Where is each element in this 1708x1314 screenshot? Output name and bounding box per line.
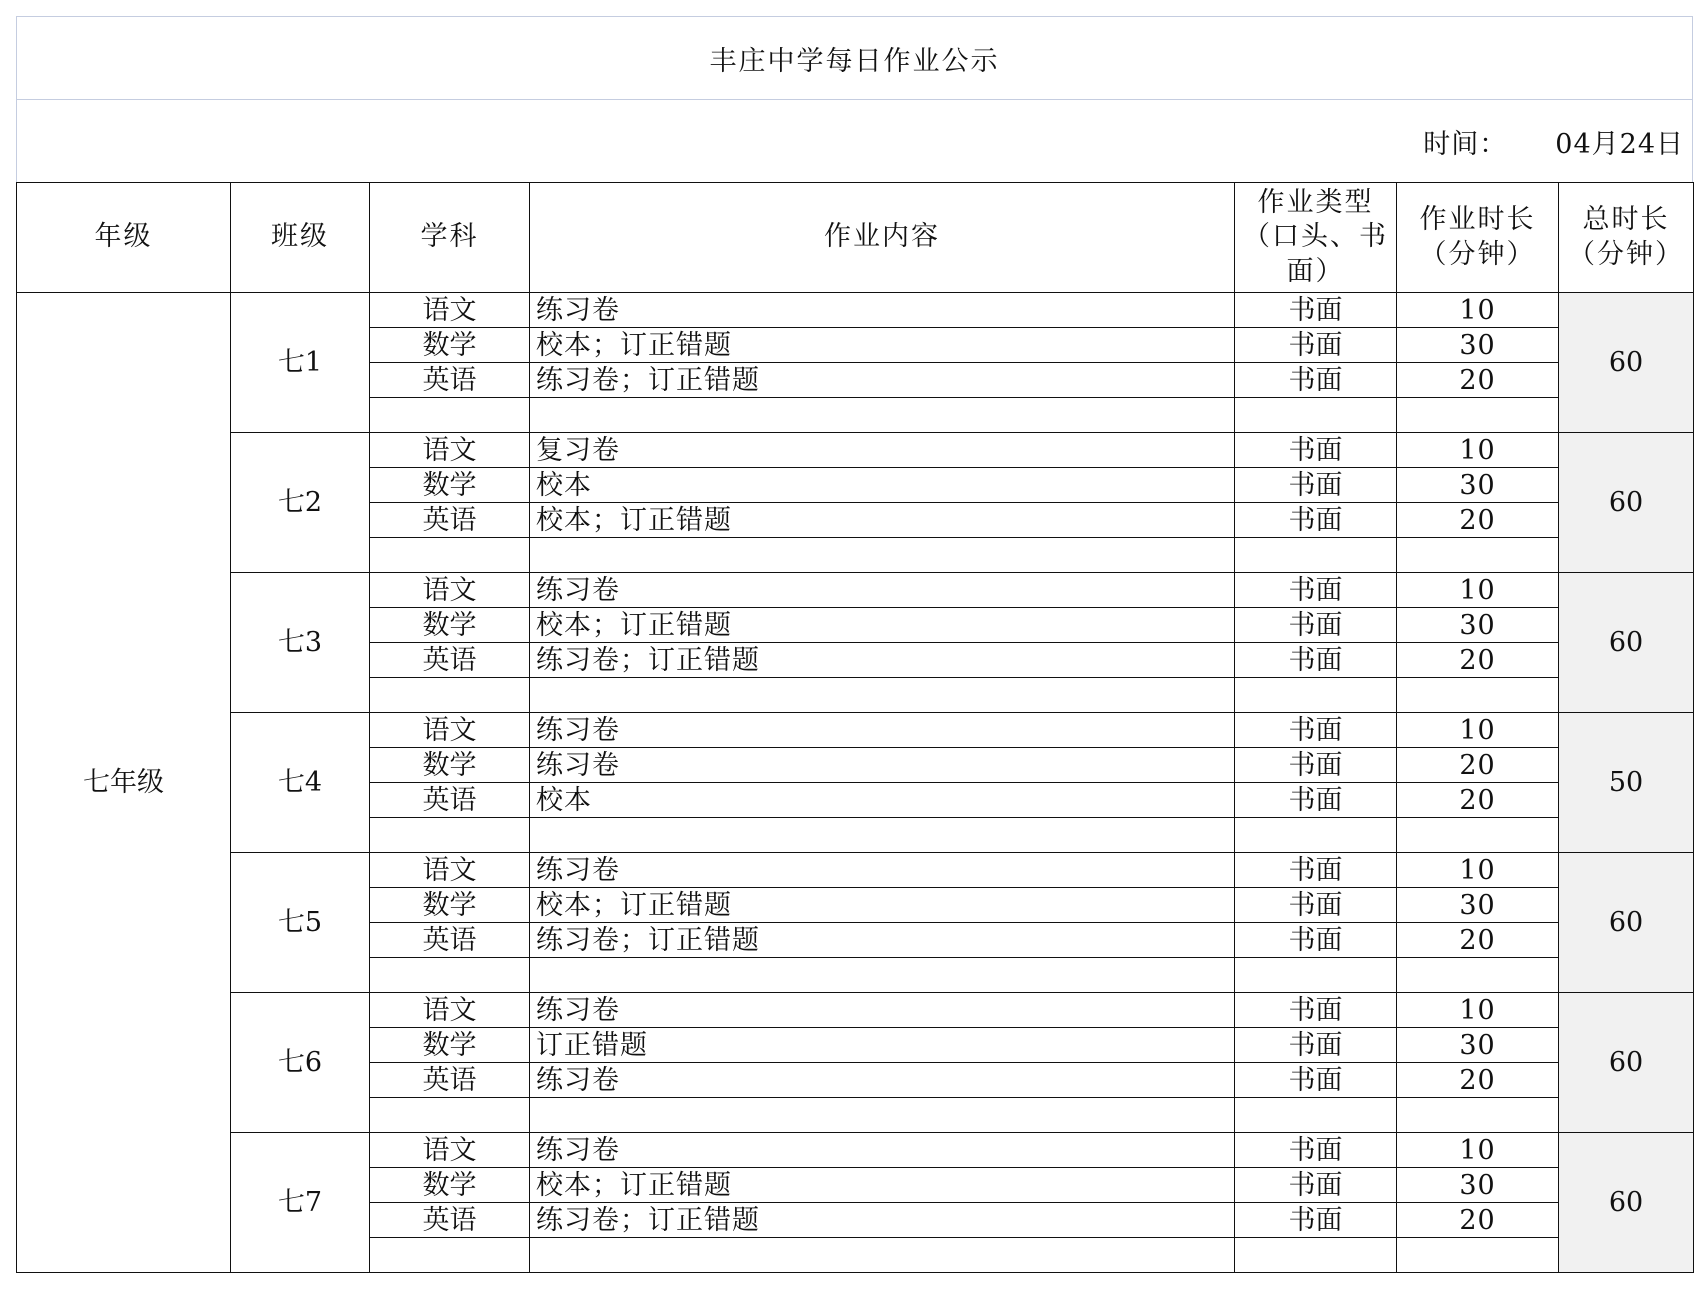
duration-cell[interactable]: 10 bbox=[1397, 293, 1559, 328]
header-class[interactable]: 班级 bbox=[231, 183, 370, 293]
type-cell[interactable]: 书面 bbox=[1235, 433, 1397, 468]
content-cell[interactable]: 校本；订正错题 bbox=[530, 888, 1235, 923]
subject-cell[interactable] bbox=[370, 538, 530, 573]
subject-cell[interactable]: 数学 bbox=[370, 328, 530, 363]
subject-cell[interactable]: 数学 bbox=[370, 1168, 530, 1203]
header-total[interactable]: 总时长（分钟） bbox=[1559, 183, 1694, 293]
duration-cell[interactable]: 20 bbox=[1397, 503, 1559, 538]
subject-cell[interactable]: 英语 bbox=[370, 1063, 530, 1098]
type-cell[interactable]: 书面 bbox=[1235, 748, 1397, 783]
subject-cell[interactable] bbox=[370, 958, 530, 993]
type-cell[interactable]: 书面 bbox=[1235, 468, 1397, 503]
duration-cell[interactable]: 20 bbox=[1397, 1063, 1559, 1098]
duration-cell[interactable]: 30 bbox=[1397, 468, 1559, 503]
duration-cell[interactable]: 30 bbox=[1397, 888, 1559, 923]
table-row bbox=[17, 433, 1694, 468]
subject-cell[interactable]: 数学 bbox=[370, 468, 530, 503]
content-cell[interactable] bbox=[530, 398, 1235, 433]
subject-cell[interactable]: 英语 bbox=[370, 783, 530, 818]
content-cell[interactable]: 校本；订正错题 bbox=[530, 328, 1235, 363]
duration-cell[interactable]: 10 bbox=[1397, 573, 1559, 608]
subject-cell[interactable]: 语文 bbox=[370, 1133, 530, 1168]
table-row bbox=[17, 573, 1694, 608]
homework-sheet bbox=[16, 16, 1693, 1273]
type-cell[interactable] bbox=[1235, 1238, 1397, 1273]
homework-table bbox=[16, 182, 1694, 1273]
content-cell[interactable] bbox=[530, 958, 1235, 993]
class-cell[interactable]: 七7 bbox=[231, 1133, 370, 1273]
date-cell[interactable] bbox=[16, 99, 1693, 182]
table-row bbox=[17, 1133, 1694, 1168]
duration-cell[interactable] bbox=[1397, 678, 1559, 713]
type-cell[interactable]: 书面 bbox=[1235, 503, 1397, 538]
content-cell[interactable]: 练习卷；订正错题 bbox=[530, 1203, 1235, 1238]
type-cell[interactable]: 书面 bbox=[1235, 328, 1397, 363]
duration-cell[interactable]: 10 bbox=[1397, 1133, 1559, 1168]
content-cell[interactable]: 校本；订正错题 bbox=[530, 1168, 1235, 1203]
subject-cell[interactable] bbox=[370, 1238, 530, 1273]
type-cell[interactable]: 书面 bbox=[1235, 993, 1397, 1028]
content-cell[interactable]: 练习卷 bbox=[530, 1063, 1235, 1098]
subject-cell[interactable] bbox=[370, 1098, 530, 1133]
type-cell[interactable]: 书面 bbox=[1235, 1203, 1397, 1238]
header-row bbox=[17, 183, 1694, 293]
type-cell[interactable] bbox=[1235, 678, 1397, 713]
content-cell[interactable]: 校本 bbox=[530, 468, 1235, 503]
subject-cell[interactable]: 语文 bbox=[370, 433, 530, 468]
total-cell[interactable]: 60 bbox=[1559, 853, 1694, 993]
class-cell[interactable]: 七4 bbox=[231, 713, 370, 853]
title-cell[interactable] bbox=[16, 16, 1693, 99]
content-cell[interactable]: 复习卷 bbox=[530, 433, 1235, 468]
content-cell[interactable]: 练习卷 bbox=[530, 713, 1235, 748]
content-cell[interactable]: 练习卷 bbox=[530, 573, 1235, 608]
type-cell[interactable]: 书面 bbox=[1235, 713, 1397, 748]
table-body bbox=[17, 293, 1694, 1273]
page-title: 丰庄中学每日作业公示 bbox=[709, 45, 1000, 77]
subject-cell[interactable] bbox=[370, 818, 530, 853]
content-cell[interactable]: 校本；订正错题 bbox=[530, 608, 1235, 643]
duration-cell[interactable] bbox=[1397, 818, 1559, 853]
subject-cell[interactable]: 语文 bbox=[370, 713, 530, 748]
type-cell[interactable]: 书面 bbox=[1235, 1168, 1397, 1203]
duration-cell[interactable]: 30 bbox=[1397, 608, 1559, 643]
grade-cell[interactable]: 七年级 bbox=[17, 293, 231, 1273]
duration-cell[interactable] bbox=[1397, 1098, 1559, 1133]
type-cell[interactable]: 书面 bbox=[1235, 363, 1397, 398]
total-cell[interactable]: 60 bbox=[1559, 573, 1694, 713]
header-content[interactable]: 作业内容 bbox=[530, 183, 1235, 293]
class-cell[interactable]: 七2 bbox=[231, 433, 370, 573]
type-cell[interactable]: 书面 bbox=[1235, 573, 1397, 608]
subject-cell[interactable]: 英语 bbox=[370, 363, 530, 398]
subject-cell[interactable]: 语文 bbox=[370, 293, 530, 328]
subject-cell[interactable]: 数学 bbox=[370, 608, 530, 643]
content-cell[interactable]: 练习卷 bbox=[530, 1133, 1235, 1168]
subject-cell[interactable]: 数学 bbox=[370, 1028, 530, 1063]
subject-cell[interactable] bbox=[370, 398, 530, 433]
content-cell[interactable]: 练习卷 bbox=[530, 748, 1235, 783]
duration-cell[interactable]: 20 bbox=[1397, 748, 1559, 783]
duration-cell[interactable]: 30 bbox=[1397, 328, 1559, 363]
duration-cell[interactable]: 30 bbox=[1397, 1168, 1559, 1203]
duration-cell[interactable]: 10 bbox=[1397, 433, 1559, 468]
duration-cell[interactable]: 20 bbox=[1397, 923, 1559, 958]
duration-cell[interactable] bbox=[1397, 398, 1559, 433]
content-cell[interactable]: 练习卷；订正错题 bbox=[530, 923, 1235, 958]
table-row bbox=[17, 993, 1694, 1028]
total-cell[interactable]: 60 bbox=[1559, 293, 1694, 433]
class-cell[interactable]: 七1 bbox=[231, 293, 370, 433]
table-row bbox=[17, 713, 1694, 748]
duration-cell[interactable] bbox=[1397, 1238, 1559, 1273]
content-cell[interactable]: 练习卷；订正错题 bbox=[530, 363, 1235, 398]
type-cell[interactable] bbox=[1235, 818, 1397, 853]
type-cell[interactable]: 书面 bbox=[1235, 853, 1397, 888]
total-cell[interactable]: 60 bbox=[1559, 433, 1694, 573]
type-cell[interactable] bbox=[1235, 538, 1397, 573]
class-cell[interactable]: 七6 bbox=[231, 993, 370, 1133]
duration-cell[interactable]: 10 bbox=[1397, 993, 1559, 1028]
type-cell[interactable] bbox=[1235, 958, 1397, 993]
duration-cell[interactable]: 10 bbox=[1397, 853, 1559, 888]
subject-cell[interactable] bbox=[370, 678, 530, 713]
subject-cell[interactable]: 语文 bbox=[370, 853, 530, 888]
content-cell[interactable]: 练习卷 bbox=[530, 993, 1235, 1028]
duration-cell[interactable]: 20 bbox=[1397, 783, 1559, 818]
header-grade[interactable]: 年级 bbox=[17, 183, 231, 293]
type-cell[interactable] bbox=[1235, 398, 1397, 433]
type-cell[interactable]: 书面 bbox=[1235, 643, 1397, 678]
total-cell[interactable]: 60 bbox=[1559, 993, 1694, 1133]
subject-cell[interactable]: 语文 bbox=[370, 573, 530, 608]
subject-cell[interactable]: 数学 bbox=[370, 748, 530, 783]
content-cell[interactable]: 校本 bbox=[530, 783, 1235, 818]
duration-cell[interactable]: 10 bbox=[1397, 713, 1559, 748]
type-cell[interactable]: 书面 bbox=[1235, 888, 1397, 923]
duration-cell[interactable] bbox=[1397, 538, 1559, 573]
subject-cell[interactable]: 英语 bbox=[370, 643, 530, 678]
subject-cell[interactable]: 英语 bbox=[370, 503, 530, 538]
subject-cell[interactable]: 语文 bbox=[370, 993, 530, 1028]
type-cell[interactable] bbox=[1235, 1098, 1397, 1133]
type-cell[interactable]: 书面 bbox=[1235, 608, 1397, 643]
content-cell[interactable] bbox=[530, 538, 1235, 573]
duration-cell[interactable]: 20 bbox=[1397, 363, 1559, 398]
subject-cell[interactable]: 英语 bbox=[370, 1203, 530, 1238]
content-cell[interactable] bbox=[530, 1238, 1235, 1273]
content-cell[interactable] bbox=[530, 1098, 1235, 1133]
duration-cell[interactable] bbox=[1397, 958, 1559, 993]
content-cell[interactable]: 订正错题 bbox=[530, 1028, 1235, 1063]
table-row bbox=[17, 853, 1694, 888]
date-value: 04月24日 bbox=[1555, 128, 1684, 160]
type-cell[interactable]: 书面 bbox=[1235, 1133, 1397, 1168]
type-cell[interactable]: 书面 bbox=[1235, 783, 1397, 818]
total-cell[interactable]: 50 bbox=[1559, 713, 1694, 853]
duration-cell[interactable]: 20 bbox=[1397, 1203, 1559, 1238]
content-cell[interactable]: 校本；订正错题 bbox=[530, 503, 1235, 538]
type-cell[interactable]: 书面 bbox=[1235, 1063, 1397, 1098]
header-subject[interactable]: 学科 bbox=[370, 183, 530, 293]
table-row bbox=[17, 293, 1694, 328]
content-cell[interactable] bbox=[530, 818, 1235, 853]
type-cell[interactable]: 书面 bbox=[1235, 923, 1397, 958]
content-cell[interactable]: 练习卷 bbox=[530, 293, 1235, 328]
class-cell[interactable]: 七3 bbox=[231, 573, 370, 713]
class-cell[interactable]: 七5 bbox=[231, 853, 370, 993]
duration-cell[interactable]: 30 bbox=[1397, 1028, 1559, 1063]
header-duration[interactable]: 作业时长（分钟） bbox=[1397, 183, 1559, 293]
content-cell[interactable]: 练习卷 bbox=[530, 853, 1235, 888]
type-cell[interactable]: 书面 bbox=[1235, 1028, 1397, 1063]
subject-cell[interactable]: 英语 bbox=[370, 923, 530, 958]
content-cell[interactable] bbox=[530, 678, 1235, 713]
header-type[interactable]: 作业类型（口头、书面） bbox=[1235, 183, 1397, 293]
content-cell[interactable]: 练习卷；订正错题 bbox=[530, 643, 1235, 678]
type-cell[interactable]: 书面 bbox=[1235, 293, 1397, 328]
duration-cell[interactable]: 20 bbox=[1397, 643, 1559, 678]
date-label: 时间： bbox=[1423, 128, 1508, 160]
subject-cell[interactable]: 数学 bbox=[370, 888, 530, 923]
total-cell[interactable]: 60 bbox=[1559, 1133, 1694, 1273]
